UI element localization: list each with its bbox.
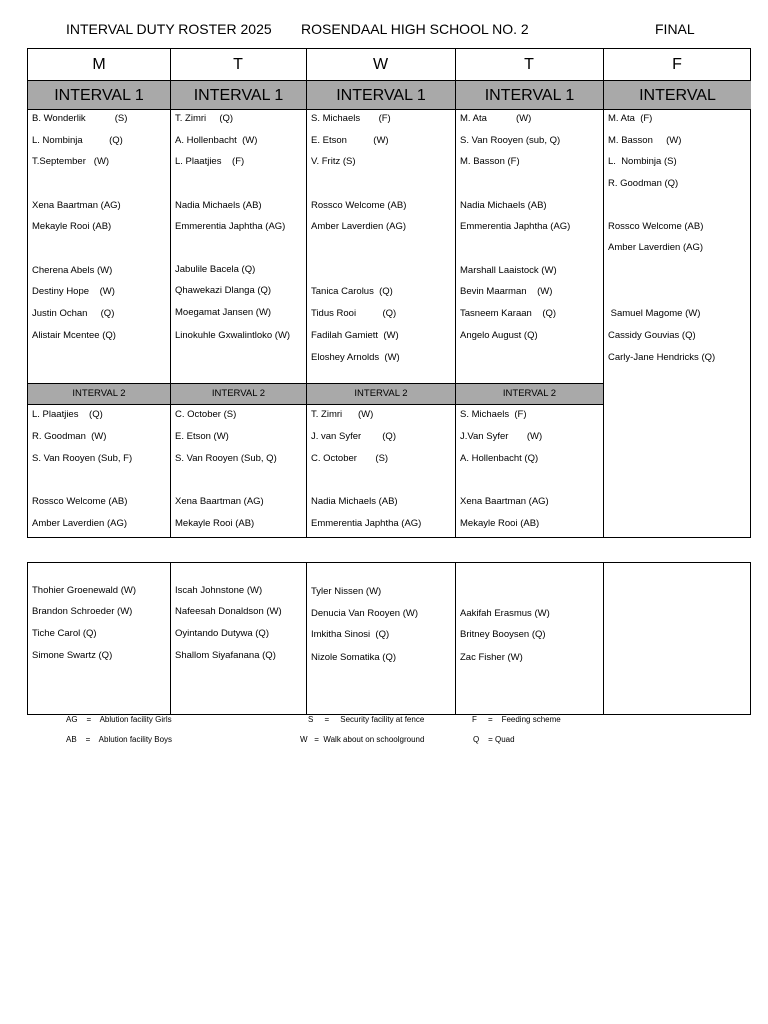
legend-q: Q = Quad [473,735,515,744]
interval1-header-thursday: INTERVAL 1 [456,81,603,110]
roster-title: INTERVAL DUTY ROSTER 2025 [66,21,272,37]
duty-entry: Xena Baartman (AG) [32,200,121,211]
duty-entry: L. Nombinja (S) [608,156,677,167]
duty-entry: A. Hollenbacht (W) [175,135,258,146]
duty-entry: Mekayle Rooi (AB) [460,518,540,529]
day-label-wednesday: W [372,56,389,73]
duty-entry: S. Van Rooyen (sub, Q) [460,135,561,146]
duty-entry: Angelo August (Q) [460,330,538,341]
interval2-header-thursday: INTERVAL 2 [456,383,603,405]
duty-entry: L. Plaatjies (F) [175,156,245,167]
duty-entry: Xena Baartman (AG) [460,496,549,507]
duty-entry: Aakifah Erasmus (W) [460,608,550,619]
interval1-header-friday: INTERVAL [604,81,751,110]
duty-entry: Cherena Abels (W) [32,265,113,276]
duty-entry: Linokuhle Gxwalintloko (W) [175,330,291,341]
duty-entry: Nizole Somatika (Q) [311,652,396,663]
duty-entry: L. Nombinja (Q) [32,135,123,146]
duty-entry: Iscah Johnstone (W) [175,585,263,596]
duty-entry: Tiche Carol (Q) [32,628,97,639]
duty-entry: Tyler Nissen (W) [311,586,382,597]
duty-entry: Mekayle Rooi (AB) [32,221,112,232]
duty-entry: T.September (W) [32,156,110,167]
duty-entry: E. Etson (W) [311,135,389,146]
duty-entry: Zac Fisher (W) [460,652,523,663]
column-friday [603,563,751,714]
duty-entry: S. Michaels (F) [460,409,527,420]
duty-entry: Rossco Welcome (AB) [311,200,407,211]
duty-entry: T. Zimri (W) [311,409,374,420]
roster-table [27,48,751,538]
duty-entry: Justin Ochan (Q) [32,308,115,319]
interval2-header-tuesday: INTERVAL 2 [171,383,306,405]
duty-entry: Tanica Carolus (Q) [311,286,393,297]
duty-entry: A. Hollenbacht (Q) [460,453,539,464]
duty-entry: S. Van Rooyen (Sub, Q) [175,453,277,464]
duty-entry: M. Basson (F) [460,156,520,167]
duty-entry: Fadilah Gamiett (W) [311,330,399,341]
duty-entry: S. Michaels (F) [311,113,391,124]
day-label-friday: F [672,56,682,73]
duty-entry: Emmerentia Japhtha (AG) [175,221,286,232]
interval1-header-tuesday: INTERVAL 1 [171,81,306,110]
duty-entry: Bevin Maarman (W) [460,286,553,297]
duty-entry: Nadia Michaels (AB) [460,200,547,211]
duty-entry: Britney Booysen (Q) [460,629,546,640]
duty-entry: Xena Baartman (AG) [175,496,264,507]
duty-entry: Nadia Michaels (AB) [175,200,262,211]
duty-entry: Destiny Hope (W) [32,286,115,297]
duty-entry: Amber Laverdien (AG) [32,518,128,529]
duty-entry: S. Van Rooyen (Sub, F) [32,453,133,464]
duty-entry: C. October (S) [175,409,237,420]
duty-entry: Rossco Welcome (AB) [608,221,704,232]
duty-entry: Marshall Laaistock (W) [460,265,557,276]
duty-entry: V. Fritz (S) [311,156,356,167]
duty-entry: Samuel Magome (W) [608,308,701,319]
extra-duty-table [27,562,751,715]
duty-entry: J. van Syfer (Q) [311,431,396,442]
duty-entry: Rossco Welcome (AB) [32,496,128,507]
duty-entry: Imkitha Sinosi (Q) [311,629,390,640]
duty-entry: Qhawekazi Dlanga (Q) [175,285,272,296]
duty-entry: B. Wonderlik (S) [32,113,128,124]
duty-entry: Simone Swartz (Q) [32,650,113,661]
duty-entry: Brandon Schroeder (W) [32,606,133,617]
duty-entry: Oyintando Dutywa (Q) [175,628,269,639]
duty-entry: Shallom Siyafanana (Q) [175,650,276,661]
legend-ag: AG = Ablution facility Girls [66,715,172,724]
duty-entry: Tasneem Karaan (Q) [460,308,557,319]
duty-entry: T. Zimri (Q) [175,113,234,124]
duty-entry: Carly-Jane Hendricks (Q) [608,352,716,363]
duty-entry: C. October (S) [311,453,389,464]
duty-entry: Tidus Rooi (Q) [311,308,397,319]
duty-entry: Nafeesah Donaldson (W) [175,606,282,617]
duty-entry: Amber Laverdien (AG) [608,242,704,253]
duty-entry: Mekayle Rooi (AB) [175,518,255,529]
legend-ab: AB = Ablution facility Boys [66,735,173,744]
duty-entry: Amber Laverdien (AG) [311,221,407,232]
day-label-tuesday: T [233,56,243,73]
interval1-header-monday: INTERVAL 1 [28,81,170,110]
legend-f: F = Feeding scheme [472,715,561,724]
duty-entry: E. Etson (W) [175,431,229,442]
duty-entry: Cassidy Gouvias (Q) [608,330,696,341]
duty-entry: Jabulile Bacela (Q) [175,264,256,275]
day-label-thursday: T [524,56,534,73]
duty-entry: M. Ata (F) [608,113,653,124]
legend-s: S = Security facility at fence [308,715,425,724]
duty-entry: M. Ata (W) [460,113,532,124]
duty-entry: Emmerentia Japhtha (AG) [311,518,422,529]
legend-w: W = Walk about on schoolground [300,735,425,744]
duty-entry: Alistair Mcentee (Q) [32,330,116,341]
school-name: ROSENDAAL HIGH SCHOOL NO. 2 [301,21,529,37]
duty-entry: M. Basson (W) [608,135,682,146]
duty-entry: R. Goodman (W) [32,431,107,442]
duty-entry: Denucia Van Rooyen (W) [311,608,419,619]
duty-entry: J.Van Syfer (W) [460,431,543,442]
interval1-header-wednesday: INTERVAL 1 [307,81,455,110]
duty-entry: Moegamat Jansen (W) [175,307,272,318]
duty-entry: L. Plaatjies (Q) [32,409,103,420]
interval2-header-wednesday: INTERVAL 2 [307,383,455,405]
day-label-monday: M [92,56,106,73]
duty-entry: Eloshey Arnolds (W) [311,352,400,363]
duty-entry: Emmerentia Japhtha (AG) [460,221,571,232]
roster-status: FINAL [655,21,695,37]
duty-entry: Thohier Groenewald (W) [32,585,137,596]
interval2-header-monday: INTERVAL 2 [28,383,170,405]
duty-entry: Nadia Michaels (AB) [311,496,398,507]
duty-entry: R. Goodman (Q) [608,178,679,189]
